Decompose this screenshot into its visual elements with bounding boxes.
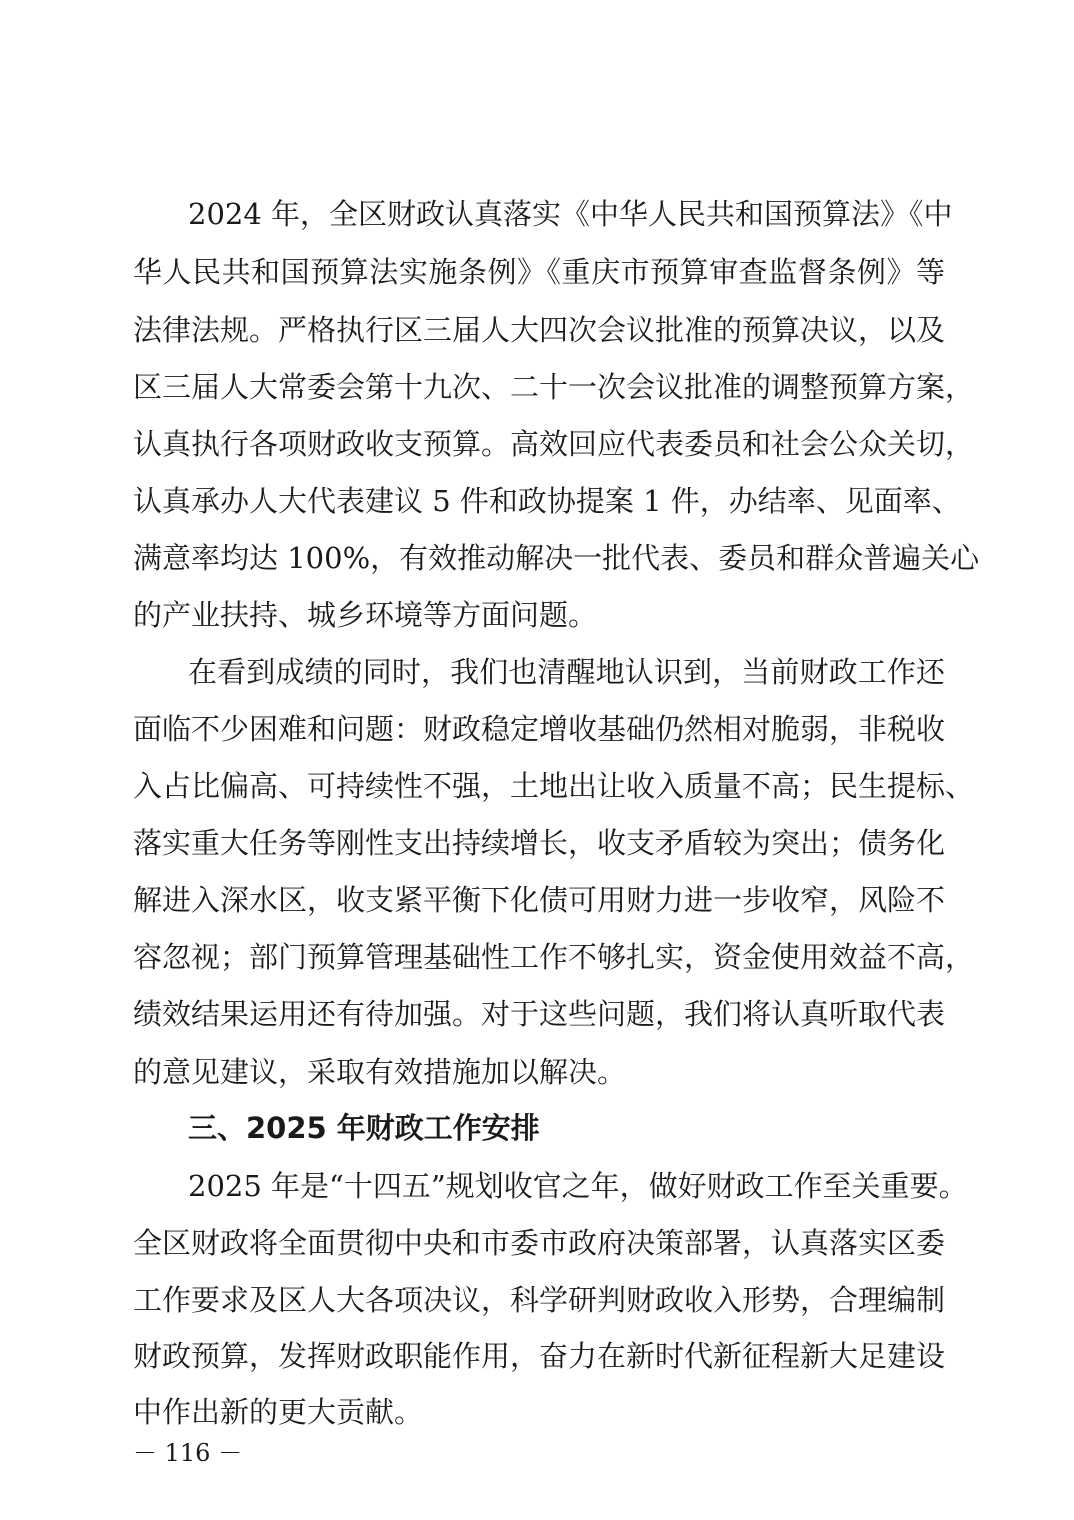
text-line: 2025 年是“十四五”规划收官之年，做好财政工作至关重要。: [188, 1169, 968, 1203]
text-line: 容忽视；部门预算管理基础性工作不够扎实，资金使用效益不高，: [133, 940, 975, 974]
text-line: 财政预算，发挥财政职能作用，奋力在新时代新征程新大足建设: [133, 1339, 946, 1373]
text-line: 面临不少困难和问题：财政稳定增收基础仍然相对脆弱，非税收: [133, 712, 946, 746]
text-line: 认真承办人大代表建议 5 件和政协提案 1 件，办结率、见面率、: [133, 484, 961, 518]
text-line: 区三届人大常委会第十九次、二十一次会议批准的调整预算方案，: [133, 370, 975, 404]
text-line: 的意见建议，采取有效措施加以解决。: [133, 1055, 627, 1089]
text-line: 绩效结果运用还有待加强。对于这些问题，我们将认真听取代表: [133, 997, 946, 1031]
text-line: 工作要求及区人大各项决议，科学研判财政收入形势，合理编制: [133, 1283, 946, 1317]
text-line: 落实重大任务等刚性支出持续增长，收支矛盾较为突出；债务化: [133, 826, 946, 860]
text-line: 认真执行各项财政收支预算。高效回应代表委员和社会公众关切，: [133, 427, 975, 461]
text-line: 全区财政将全面贯彻中央和市委市政府决策部署，认真落实区委: [133, 1226, 946, 1260]
text-line: 华人民共和国预算法实施条例》《重庆市预算审查监督条例》等: [133, 255, 945, 289]
text-line: 2024 年，全区财政认真落实《中华人民共和国预算法》《中: [188, 197, 953, 231]
text-line: 中作出新的更大贡献。: [133, 1395, 424, 1429]
text-line: 法律法规。严格执行区三届人大四次会议批准的预算决议，以及: [133, 313, 946, 347]
text-line: 解进入深水区，收支紧平衡下化债可用财力进一步收窄，风险不: [133, 883, 946, 917]
text-line: 入占比偏高、可持续性不强，土地出让收入质量不高；民生提标、: [133, 769, 975, 803]
text-line: 满意率均达 100%，有效推动解决一批代表、委员和群众普遍关心: [133, 541, 980, 575]
section-heading: 三、2025 年财政工作安排: [188, 1111, 540, 1145]
text-line: 在看到成绩的同时，我们也清醒地认识到，当前财政工作还: [188, 655, 945, 689]
page-number: － 116 －: [133, 1439, 243, 1467]
text-line: 的产业扶持、城乡环境等方面问题。: [133, 598, 598, 632]
